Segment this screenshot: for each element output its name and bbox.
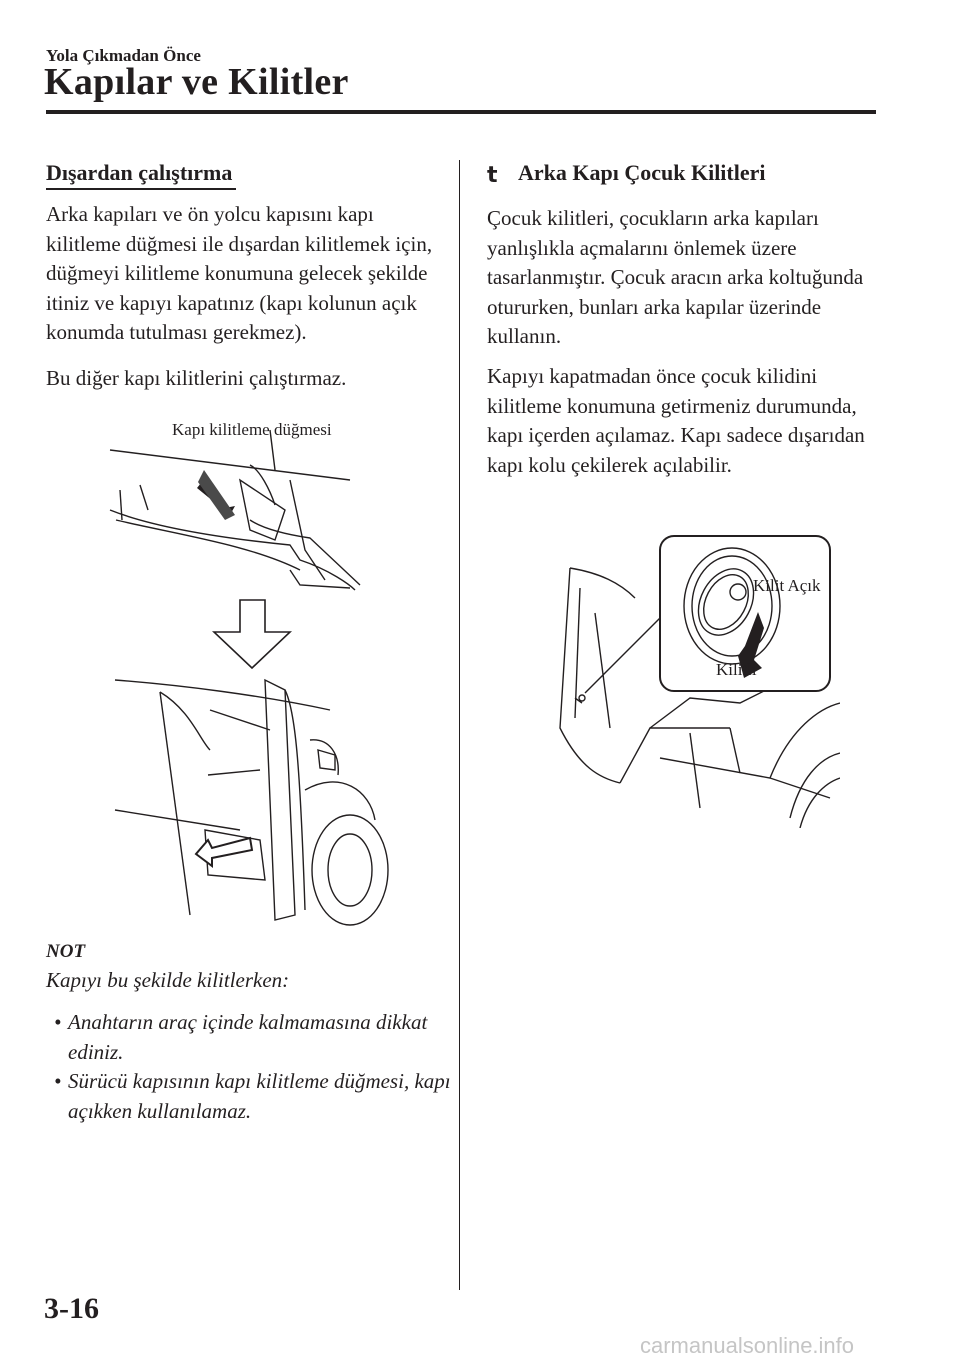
chapter-title: Kapılar ve Kilitler (44, 61, 349, 103)
right-paragraph-1: Çocuk kilitleri, çocukların arka kapıları yanlışlıkla açmalarını önlemek üzere tasarlanmıştır. Çocuk aracın arka koltuğunda otururken, bunları arka kapılar üzerinde kullanın. (487, 206, 864, 348)
right-heading: Arka Kapı Çocuk Kilitleri (518, 160, 766, 185)
left-paragraph: Arka kapıları ve ön yolcu kapısını kapı kilitleme düğmesi ile dışardan kilitlemek için, düğmeyi kilitleme konumuna gelecek şekilde itiniz ve kapıyı kapatınız (kapı kolunun açık konumda tutulması gerekmez). (46, 202, 433, 344)
watermark: carmanualsonline.info (640, 1333, 855, 1358)
figure-label-locked: Kilitli (716, 660, 757, 679)
page-number: 3-16 (44, 1292, 99, 1325)
note-list (54, 1008, 454, 1126)
list-item: • Anahtarın araç içinde kalmamasına dikkat ediniz. (54, 1010, 428, 1064)
subheading-underline (46, 188, 236, 190)
note-intro: Kapıyı bu şekilde kilitlerken: (46, 968, 290, 992)
section-label: Yola Çıkmadan Önce (46, 46, 201, 65)
header-rule (46, 110, 876, 114)
left-subheading: Dışardan çalıştırma (46, 160, 233, 185)
right-paragraph-2: Kapıyı kapatmadan önce çocuk kilidini kilitleme konumuna getirmeniz durumunda, kapı içerden açılamaz. Kapı sadece dışarıdan kapı kolu çekilerek açılabilir. (487, 364, 865, 477)
left-paragraph-2: Bu diğer kapı kilitlerini çalıştırmaz. (46, 366, 347, 390)
door-lock-illustration (100, 410, 470, 930)
section-marker-icon: t (487, 163, 498, 188)
note-title: NOT (46, 941, 86, 962)
child-lock-illustration (540, 528, 840, 828)
figure-label-lock-button: Kapı kilitleme düğmesi (172, 420, 332, 439)
list-item: • Sürücü kapısının kapı kilitleme düğmesi, kapı açıkken kullanılamaz. (54, 1069, 451, 1123)
figure-label-unlocked: Kilit Açık (753, 576, 821, 595)
